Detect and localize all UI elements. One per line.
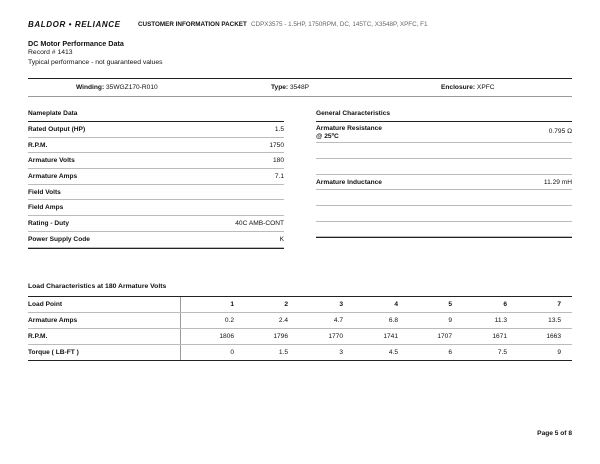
row-label: Field Volts xyxy=(28,188,61,196)
load-point-number: 6 xyxy=(503,301,507,308)
table-row xyxy=(316,175,572,191)
row-value: 11.29 mH xyxy=(543,178,572,186)
load-cell: 1770 xyxy=(328,333,343,340)
load-row-label: R.P.M. xyxy=(28,333,48,340)
page-header xyxy=(28,18,580,30)
table-end-rule xyxy=(28,248,284,249)
load-cell: 7.5 xyxy=(497,349,507,356)
row-label: Power Supply Code xyxy=(28,235,90,243)
nameplate-heading: Nameplate Data xyxy=(28,106,284,122)
row-value: 40C AMB-CONT xyxy=(235,220,284,228)
packet-subtitle: CDPX3575 - 1.5HP, 1750RPM, DC, 145TC, X3548P, XPFC, F1 xyxy=(251,20,428,28)
row-label: Armature Inductance xyxy=(316,178,382,186)
row-label: Armature Amps xyxy=(28,173,78,181)
load-point-number: 7 xyxy=(557,301,561,308)
load-cell: 9 xyxy=(448,317,452,324)
table-row xyxy=(28,122,284,138)
table-row xyxy=(316,122,572,143)
table-row xyxy=(28,185,284,201)
table-row xyxy=(28,216,284,232)
load-cell: 4.7 xyxy=(333,317,343,324)
page-number: Page 5 of 8 xyxy=(537,430,572,437)
load-row-label: Torque ( LB-FT ) xyxy=(28,349,79,356)
row-label: Armature Volts xyxy=(28,157,75,165)
baldor-reliance-logo: BALDOR • RELIANCE xyxy=(28,19,121,29)
enclosure-value: XPFC xyxy=(476,84,495,91)
column-separator xyxy=(180,297,181,312)
performance-note: Typical performance - not guaranteed values xyxy=(28,59,163,66)
table-end-rule xyxy=(316,237,572,238)
load-cell: 1796 xyxy=(273,333,288,340)
page-title: DC Motor Performance Data xyxy=(28,39,124,48)
load-cell: 1806 xyxy=(219,333,234,340)
table-row xyxy=(316,159,572,175)
row-value: 180 xyxy=(272,157,284,165)
column-separator xyxy=(180,345,181,360)
row-value: K xyxy=(279,235,284,243)
row-value: 1750 xyxy=(269,141,284,149)
load-cell: 1671 xyxy=(492,333,507,340)
type-label: Type: xyxy=(271,84,289,91)
load-cell: 1663 xyxy=(546,333,561,340)
load-cell: 11.3 xyxy=(494,317,507,324)
load-cell: 13.5 xyxy=(548,317,561,324)
row-label: Rating - Duty xyxy=(28,220,70,228)
load-cell: 1.5 xyxy=(278,349,288,356)
load-cell: 4.5 xyxy=(388,349,398,356)
load-cell: 1707 xyxy=(437,333,452,340)
table-row xyxy=(28,153,284,169)
load-point-number: 3 xyxy=(339,301,343,308)
table-row xyxy=(28,200,284,216)
winding-value: 35WGZ170-R010 xyxy=(105,84,158,91)
load-point-number: 1 xyxy=(230,301,234,308)
table-row xyxy=(28,138,284,154)
load-row xyxy=(28,345,572,360)
row-value: 0.795 Ω xyxy=(548,128,572,135)
divider xyxy=(28,78,572,79)
load-point-number: 2 xyxy=(284,301,288,308)
load-cell: 0 xyxy=(230,349,234,356)
divider xyxy=(28,96,572,97)
load-cell: 1741 xyxy=(383,333,398,340)
column-separator xyxy=(180,313,181,328)
row-label: Rated Output (HP) xyxy=(28,126,86,133)
load-header-row xyxy=(28,297,572,313)
row-label: Armature Resistance @ 25ºC xyxy=(316,125,382,140)
table-row xyxy=(316,143,572,159)
load-row xyxy=(28,329,572,345)
table-row xyxy=(316,190,572,206)
load-cell: 3 xyxy=(339,349,343,356)
general-characteristics-table xyxy=(316,106,572,238)
load-cell: 6.8 xyxy=(388,317,398,324)
table-row xyxy=(28,232,284,248)
row-label: R.P.M. xyxy=(28,141,48,149)
load-point-number: 5 xyxy=(448,301,452,308)
load-cell: 0.2 xyxy=(224,317,234,324)
load-table xyxy=(28,296,572,361)
load-row xyxy=(28,313,572,329)
row-label: Field Amps xyxy=(28,204,64,212)
winding-label: Winding: xyxy=(76,84,105,91)
record-number: Record # 1413 xyxy=(28,49,73,56)
table-row xyxy=(316,206,572,222)
enclosure-label: Enclosure: xyxy=(441,84,476,91)
load-row-label: Armature Amps xyxy=(28,317,78,324)
general-heading: General Characteristics xyxy=(316,106,572,122)
load-title: Load Characteristics at 180 Armature Volts xyxy=(28,283,167,290)
load-point-label: Load Point xyxy=(28,301,63,308)
packet-title: CUSTOMER INFORMATION PACKET xyxy=(138,20,247,28)
load-cell: 9 xyxy=(557,349,561,356)
load-cell: 6 xyxy=(448,349,452,356)
table-row xyxy=(28,169,284,185)
load-cell: 2.4 xyxy=(278,317,288,324)
row-value: 7.1 xyxy=(274,173,284,181)
type-value: 3548P xyxy=(289,84,310,91)
table-row xyxy=(316,222,572,238)
load-point-number: 4 xyxy=(394,301,398,308)
row-value: 1.5 xyxy=(274,126,284,133)
column-separator xyxy=(180,329,181,344)
nameplate-table xyxy=(28,106,284,249)
